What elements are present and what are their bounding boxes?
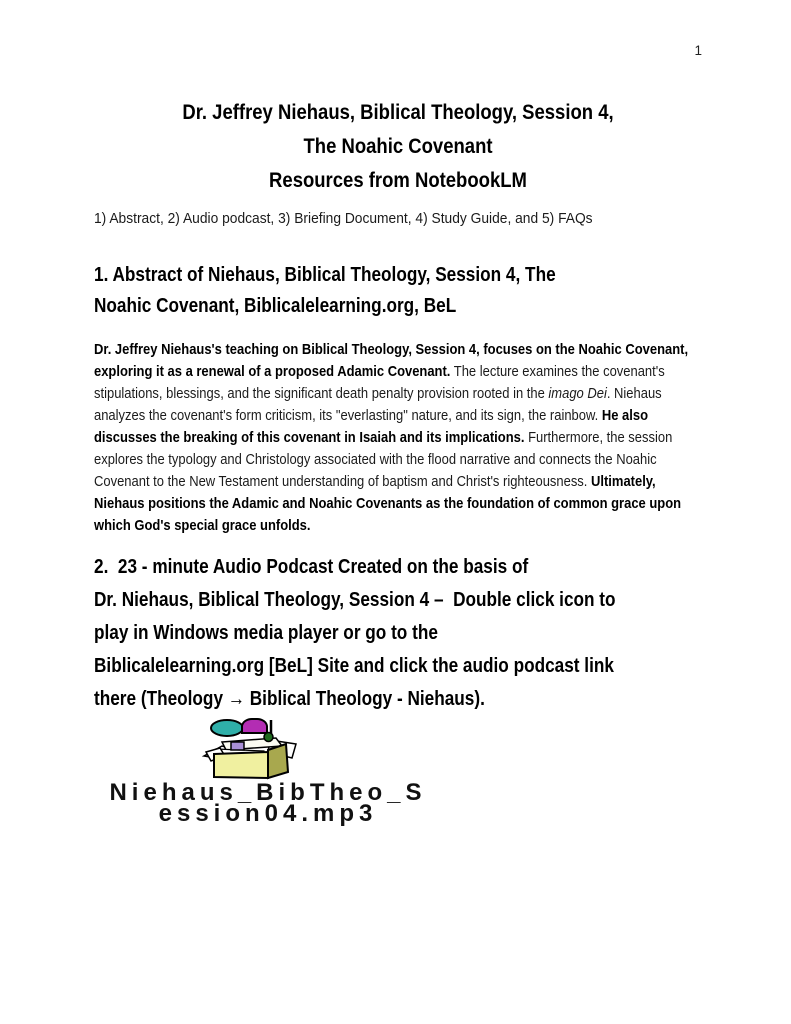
heading-line: Biblicalelearning.org [BeL] Site and click the audio podcast link — [94, 655, 614, 677]
filename-line[interactable]: Niehaus_BibTheo_S — [109, 779, 427, 806]
audio-file-label[interactable] — [94, 779, 442, 827]
page-number: 1 — [694, 43, 702, 58]
reel-shape — [242, 719, 267, 733]
filename-line[interactable]: ession04.mp3 — [158, 800, 378, 827]
heading-line: there (Theology → Biblical Theology - Niehaus). — [94, 688, 485, 710]
title-line: The Noahic Covenant — [303, 134, 493, 158]
section1-heading — [94, 260, 702, 322]
note-head — [264, 733, 273, 742]
media-clip-icon[interactable] — [198, 716, 302, 782]
section2-heading — [94, 551, 702, 716]
text-segment: . Niehaus analyzes the covenant's form criticism, its "everlasting" nature, and its sign, the rainbow. — [94, 385, 662, 424]
disc-shape — [211, 720, 243, 736]
heading-line: 1. Abstract of Niehaus, Biblical Theology, Session 4, The — [94, 264, 556, 286]
text-segment: He also discusses the breaking of this covenant in Isaiah and its implications. — [94, 407, 649, 446]
text-segment: Ultimately, Niehaus positions the Adamic and Noahic Covenants as the foundation of common grace upon which God's special grace unfolds. — [94, 473, 682, 534]
text-segment: The lecture examines the covenant's stipulations, blessings, and the significant death penalty provision rooted in the — [94, 363, 665, 402]
title-line: Dr. Jeffrey Niehaus, Biblical Theology, Session 4, — [182, 100, 614, 124]
box-side — [268, 744, 288, 778]
heading-line: 2. 23 - minute Audio Podcast Created on the basis of — [94, 556, 529, 578]
audio-podcast-file[interactable] — [94, 716, 702, 827]
text-segment: imago Dei — [548, 385, 607, 402]
text-segment: Dr. Jeffrey Niehaus's teaching on Biblical Theology, Session 4, focuses on the Noahic Covenant, exploring it as a renewal of a proposed Adamic Covenant. — [94, 341, 689, 380]
document-title — [94, 95, 702, 197]
text-segment: Furthermore, the session explores the typology and Christology associated with the flood narrative and connects the Noahic Covenant to the New Testament understanding of baptism and Christ's righteousness. — [94, 429, 673, 490]
heading-line: play in Windows media player or go to the — [94, 622, 438, 644]
box-front — [214, 752, 268, 778]
abstract-paragraph — [94, 339, 700, 537]
resource-list-line: 1) Abstract, 2) Audio podcast, 3) Briefing Document, 4) Study Guide, and 5) FAQs — [94, 210, 593, 227]
chip-shape — [231, 742, 244, 750]
heading-line: Noahic Covenant, Biblicalelearning.org, BeL — [94, 295, 457, 317]
title-line: Resources from NotebookLM — [269, 168, 527, 192]
heading-line: Dr. Niehaus, Biblical Theology, Session 4 – Double click icon to — [94, 589, 616, 611]
